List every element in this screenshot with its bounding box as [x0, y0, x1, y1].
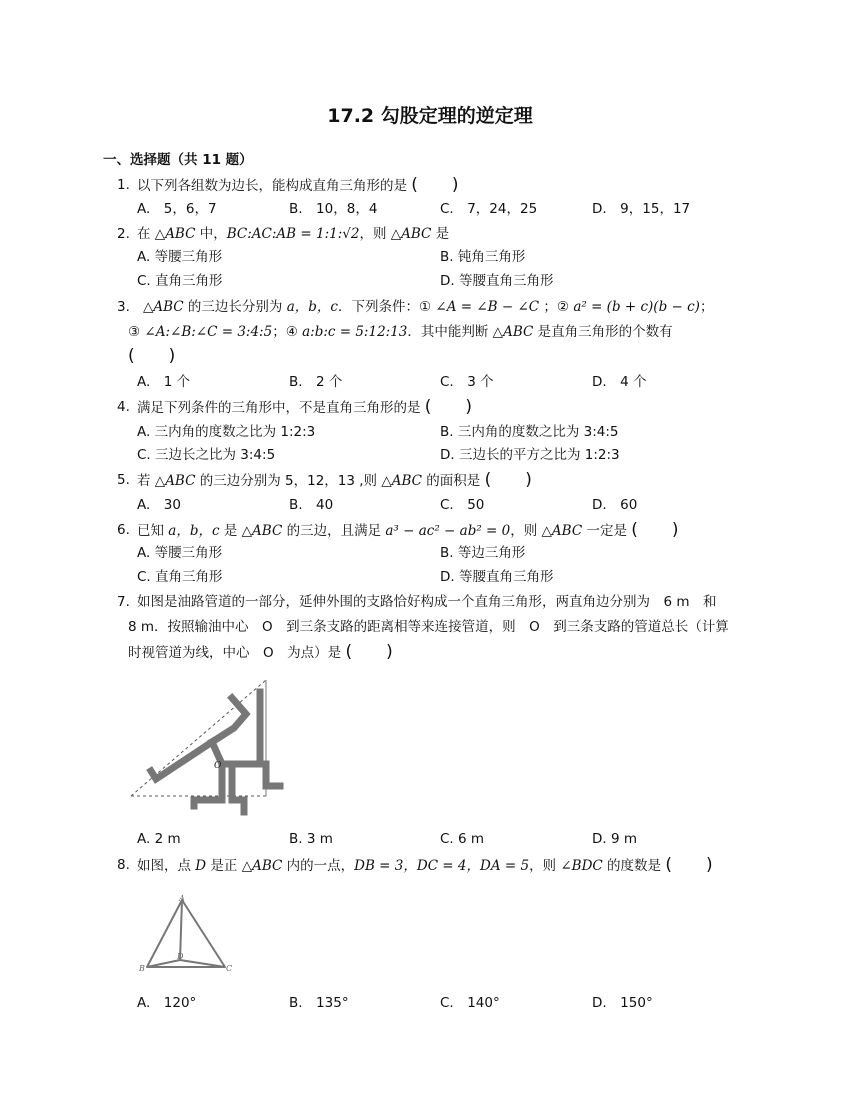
q8-post: ，则: [529, 858, 561, 874]
q3-stem-line1: [143, 297, 713, 317]
q2-pre: 在 △: [137, 226, 166, 242]
q6-option-c: C. 直角三角形: [137, 569, 223, 585]
q8-label-d: D: [177, 952, 184, 961]
q2-mid: 中，: [195, 226, 227, 242]
q3-line2b: ；④: [272, 324, 298, 340]
q3-line2d: 是直角三角形的个数有: [533, 324, 673, 340]
q6-vars: a，b，c: [168, 523, 220, 539]
q4-text: 满足下列条件的三角形中，不是直角三角形的是: [137, 400, 421, 416]
q5-option-d: D. 60: [592, 497, 638, 513]
q3-cond4: a:b:c = 5:12:13: [297, 324, 408, 340]
q5-number: 5.: [117, 472, 130, 488]
q7-option-b: B. 3 m: [289, 831, 333, 847]
q7-option-d: D. 9 m: [592, 831, 638, 847]
q7-pipe-right-stub: [266, 764, 280, 786]
q4-option-a: A. 三内角的度数之比为 1:2:3: [137, 424, 316, 440]
q3-line2c: ．其中能判断 △: [407, 324, 504, 340]
q5-option-b: B. 40: [289, 497, 334, 513]
q2-option-b: B. 钝角三角形: [440, 249, 526, 265]
q7-line3-text: 时视管道为线，中心 O 为点）是: [128, 645, 342, 661]
q7-pipe-hypotenuse-branch: [151, 742, 212, 779]
q1-text: 以下列各组数为边长，能构成直角三角形的是: [137, 178, 407, 194]
q2-option-c: C. 直角三角形: [137, 273, 223, 289]
q3-triangle: △: [143, 299, 154, 315]
q6-post: ，则 △: [510, 523, 552, 539]
q3-abc-3: ABC: [503, 324, 534, 340]
q3-abc: ABC: [153, 299, 184, 315]
section-heading: 一、选择题（共 11 题）: [103, 152, 253, 168]
q8-angle: ∠BDC: [560, 858, 603, 874]
q8-segment-dc: [180, 960, 225, 967]
q3-stem-line2: [128, 322, 673, 342]
q4-answer-paren: ( ): [424, 397, 473, 417]
q3-cond2: a² = (b + c)(b − c): [569, 299, 700, 315]
q6-equation: a³ − ac² − ab² = 0: [385, 523, 511, 539]
q2-option-a: A. 等腰三角形: [137, 249, 223, 265]
q8-label-a: A: [179, 894, 185, 903]
q8-triangle-figure: [136, 893, 236, 979]
q7-option-c: C. 6 m: [440, 831, 485, 847]
q7-answer-paren: ( ): [345, 642, 393, 662]
q3-paren-line: [128, 346, 175, 367]
q5-option-a: A. 30: [137, 497, 181, 513]
q6-option-a: A. 等腰三角形: [137, 545, 223, 561]
q5-stem: [137, 470, 532, 491]
page-title: 17.2 勾股定理的逆定理: [327, 105, 533, 127]
q7-pipe-upper: [212, 698, 246, 742]
q3-vars: a，b，c: [286, 299, 338, 315]
q8-end: 的度数是: [602, 858, 662, 874]
q3-line1d: ；②: [543, 299, 570, 315]
q8-abc: ABC: [252, 858, 283, 874]
q8-point-d: D: [195, 858, 207, 874]
q8-option-c: C. 140°: [440, 995, 500, 1011]
q8-mid: 是正 △: [206, 858, 253, 874]
q8-answer-paren: ( ): [665, 855, 713, 875]
q5-answer-paren: ( ): [484, 470, 532, 490]
q4-stem: [137, 397, 472, 418]
q2-option-d: D. 等腰直角三角形: [440, 273, 554, 289]
q1-answer-paren: ( ): [411, 175, 459, 195]
q8-option-d: D. 150°: [592, 995, 653, 1011]
q6-option-d: D. 等腰直角三角形: [440, 569, 554, 585]
q2-post: ，则 △: [359, 226, 402, 242]
q6-abc-1: ABC: [252, 523, 283, 539]
q4-number: 4.: [117, 399, 130, 415]
q8-option-a: A. 120°: [137, 995, 197, 1011]
q8-label-b: B: [139, 964, 145, 973]
q2-end: 是: [431, 226, 450, 242]
q6-answer-paren: ( ): [631, 520, 679, 540]
q4-option-c: C. 三边长之比为 3:4:5: [137, 447, 276, 463]
q7-pipes: [151, 692, 280, 812]
q6-option-b: B. 等边三角形: [440, 545, 526, 561]
q3-option-a: A. 1 个: [137, 374, 191, 390]
q8-pre: 如图，点: [137, 858, 196, 874]
q6-mid: 是 △: [219, 523, 253, 539]
q1-option-b: B. 10，8，4: [289, 201, 378, 217]
q3-answer-paren: ( ): [128, 346, 176, 366]
q1-option-a: A. 5，6，7: [137, 201, 217, 217]
q6-abc-2: ABC: [551, 523, 583, 539]
q1-number: 1.: [117, 177, 130, 193]
q8-triangle-lines: [147, 900, 225, 967]
q3-line1c: ．下列条件：①: [338, 299, 432, 315]
q2-ratio: BC:AC:AB = 1:1:√2: [226, 226, 360, 242]
q7-stem-line2: 8 m．按照输油中心 O 到三条支路的距离相等来连接管道，则 O 到三条支路的管道总长（计算: [128, 619, 729, 635]
q3-circle3: ③: [128, 324, 141, 340]
q5-abc-2: ABC: [391, 473, 422, 489]
q4-option-d: D. 三边长的平方之比为 1:2:3: [440, 447, 620, 463]
q6-mid2: 的三边，且满足: [282, 523, 386, 539]
q7-pipeline-figure: [128, 676, 293, 818]
q8-stem: [137, 855, 713, 876]
q6-pre: 已知: [137, 523, 169, 539]
q8-values: DB = 3，DC = 4，DA = 5: [354, 858, 530, 874]
q7-center-label: O: [214, 761, 222, 771]
q6-number: 6.: [117, 522, 130, 538]
q7-hypotenuse-dashed: [131, 680, 266, 796]
q3-cond3: ∠A:∠B:∠C = 3:4:5: [140, 324, 273, 340]
q2-number: 2.: [117, 226, 130, 242]
q3-number: 3.: [117, 299, 130, 315]
q4-option-b: B. 三内角的度数之比为 3:4:5: [440, 424, 619, 440]
q5-abc-1: ABC: [165, 473, 196, 489]
q5-option-c: C. 50: [440, 497, 485, 513]
q5-end: 的面积是: [421, 473, 481, 489]
q6-end: 一定是: [582, 523, 627, 539]
q5-pre: 若 △: [137, 473, 166, 489]
q8-equilateral-triangle: [147, 900, 225, 967]
q7-number: 7.: [117, 594, 130, 610]
q3-option-b: B. 2 个: [289, 374, 343, 390]
q2-abc-1: ABC: [165, 226, 196, 242]
q8-number: 8.: [117, 857, 130, 873]
q3-line1e: ；: [699, 299, 714, 315]
q8-mid2: 内的一点，: [282, 858, 355, 874]
q8-label-c: C: [226, 964, 233, 973]
q5-mid: 的三边分别为 5，12，13 ,则 △: [195, 473, 392, 489]
q3-option-d: D. 4 个: [592, 374, 647, 390]
q7-stem-line3: [128, 642, 393, 663]
q7-option-a: A. 2 m: [137, 831, 181, 847]
q2-stem: [137, 224, 449, 244]
q8-option-b: B. 135°: [289, 995, 349, 1011]
q8-segment-da: [180, 900, 182, 960]
q1-stem: [137, 175, 459, 196]
q8-segment-db: [147, 960, 180, 967]
q2-abc-2: ABC: [401, 226, 432, 242]
q7-pipe-down-right: [232, 764, 244, 812]
q3-cond1: ∠A = ∠B − ∠C: [431, 299, 544, 315]
q1-option-d: D. 9，15，17: [592, 201, 691, 217]
q6-stem: [137, 520, 679, 541]
q1-option-c: C. 7，24，25: [440, 201, 538, 217]
q3-line1b: 的三边长分别为: [183, 299, 287, 315]
q3-option-c: C. 3 个: [440, 374, 494, 390]
q7-stem-line1: 如图是油路管道的一部分，延伸外围的支路恰好构成一个直角三角形，两直角边分别为 6 m 和: [137, 594, 717, 610]
